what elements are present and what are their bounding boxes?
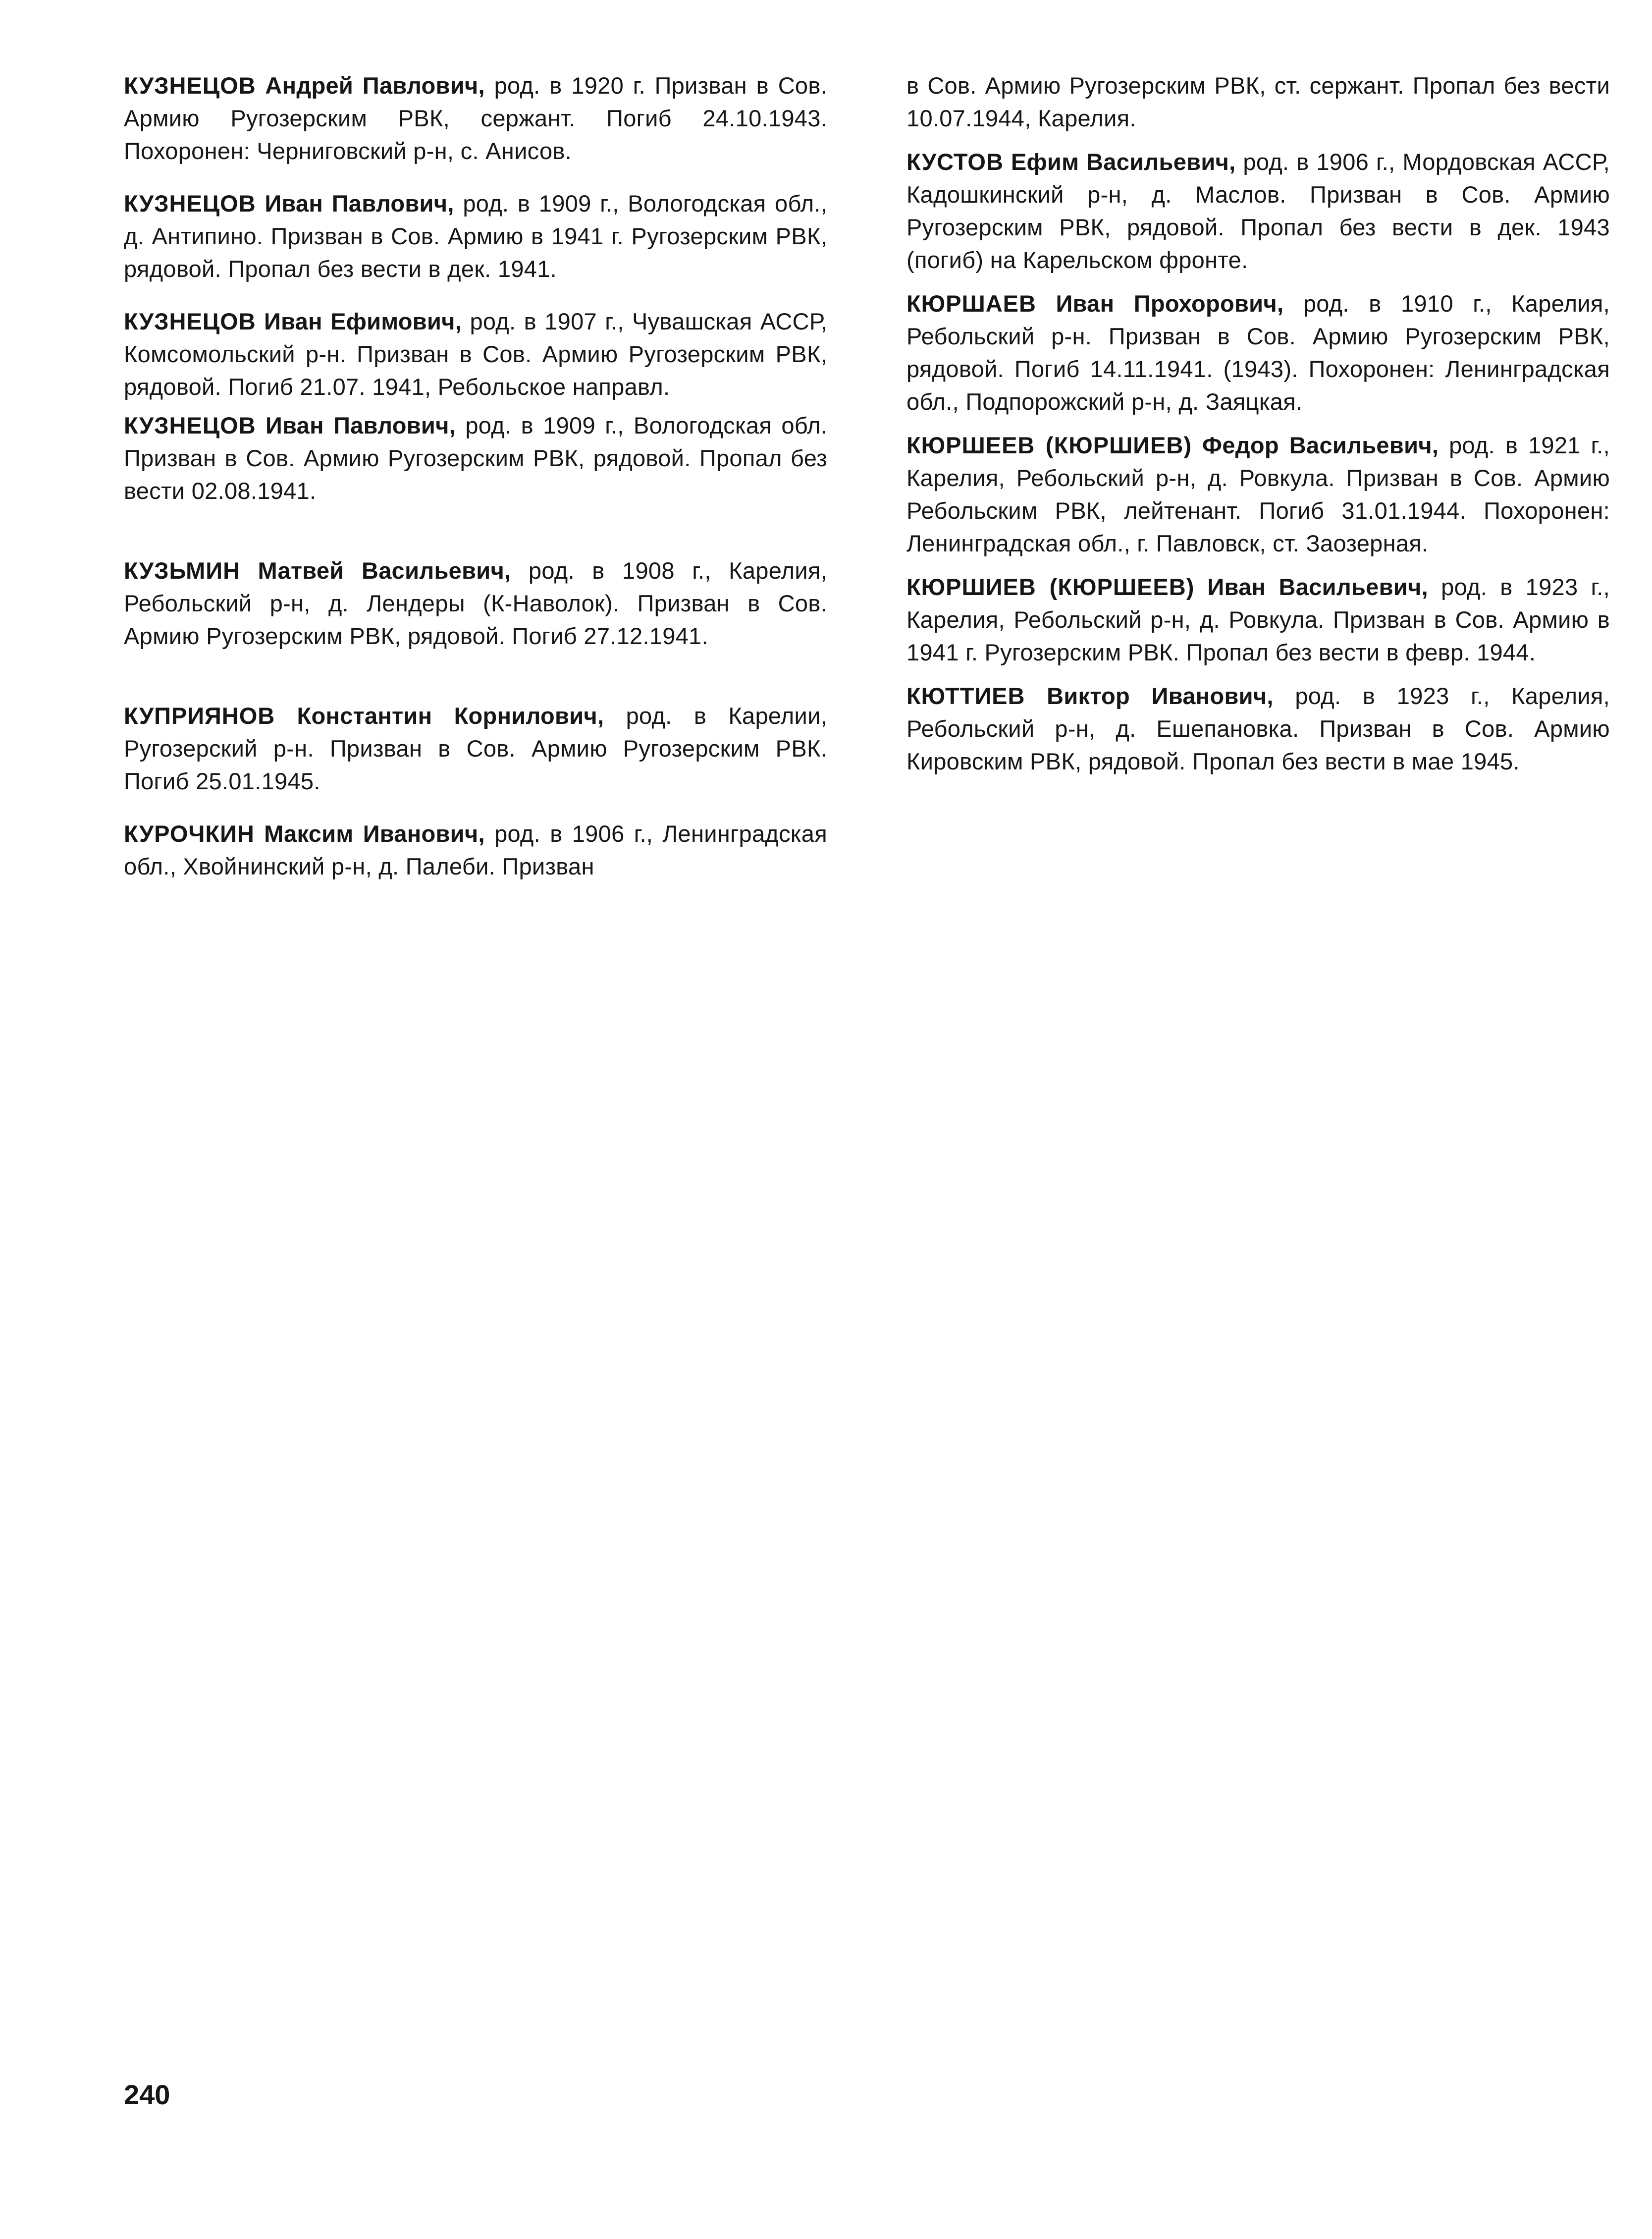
register-entry xyxy=(124,187,827,285)
register-entry xyxy=(906,287,1610,418)
page-number: 240 xyxy=(124,2079,170,2110)
entry-details: род. в 1923 г., Карелия, Ребольский р-н, д. Ешепановка. Призван в Сов. Армию Кировским РВК, рядовой. Пропал без вести в мае 1945. xyxy=(906,683,1610,774)
register-entry xyxy=(906,680,1610,778)
entry-details: род. в 1907 г., Чувашская АССР, Комсомольский р-н. Призван в Сов. Армию Ругозерским РВК, рядовой. Погиб 21.07. 1941, Ребольское направл. xyxy=(124,308,828,400)
right-column xyxy=(906,69,1610,789)
entry-surname: КУЗЬМИН xyxy=(124,557,241,584)
entry-given-name: Иван Васильевич, xyxy=(1207,574,1428,600)
entry-given-name: Константин Корнилович, xyxy=(297,703,604,729)
entry-surname: КУЗНЕЦОВ xyxy=(124,72,256,99)
register-entry xyxy=(906,146,1610,276)
left-column xyxy=(124,69,827,903)
entry-surname: КУСТОВ xyxy=(906,149,1004,175)
register-entry xyxy=(906,571,1610,669)
entry-details: род. в 1920 г. Призван в Сов. Армию Ругозерским РВК, сержант. Погиб 24.10.1943. Похоронен: Черниговский р-н, с. Анисов. xyxy=(124,72,827,164)
entry-given-name: Андрей Павлович, xyxy=(265,72,485,99)
register-entry xyxy=(124,554,827,653)
entry-given-name: Федор Васильевич, xyxy=(1202,432,1439,458)
entry-given-name: Иван Павлович, xyxy=(265,190,454,217)
entry-surname: КЮРШИЕВ (КЮРШЕЕВ) xyxy=(906,574,1195,600)
continued-entry-text: в Сов. Армию Ругозерским РВК, ст. сержант. Пропал без вести 10.07.1944, Карелия. xyxy=(906,72,1610,131)
entry-given-name: Виктор Иванович, xyxy=(1047,683,1274,709)
entry-surname: КЮРШАЕВ xyxy=(906,290,1036,317)
entry-details: род. в 1923 г., Карелия, Ребольский р-н, д. Ровкула. Призван в Сов. Армию в 1941 г. Ругозерским РВК. Пропал без вести в февр. 1944. xyxy=(906,574,1610,665)
entry-surname: КУЗНЕЦОВ xyxy=(124,308,256,334)
register-entry xyxy=(906,429,1610,560)
entry-details: род. в 1910 г., Карелия, Ребольский р-н. Призван в Сов. Армию Ругозерским РВК, рядовой. Погиб 14.11.1941. (1943). Похоронен: Ленинградская обл., Подпорожский р-н, д. Заяцкая. xyxy=(906,290,1610,415)
entry-surname: КУПРИЯНОВ xyxy=(124,703,275,729)
entry-surname: КЮРШЕЕВ (КЮРШИЕВ) xyxy=(906,432,1192,458)
register-entry xyxy=(124,818,827,883)
entry-details: род. в 1908 г., Карелия, Ребольский р-н, д. Лендеры (К-Наволок). Призван в Сов. Армию Ругозерским РВК, рядовой. Погиб 27.12.1941. xyxy=(124,557,828,649)
entry-given-name: Ефим Васильевич, xyxy=(1011,149,1236,175)
entry-given-name: Иван Павлович, xyxy=(265,412,456,438)
entry-details: род. в 1909 г., Вологодская обл. Призван в Сов. Армию Ругозерским РВК, рядовой. Пропал без вести 02.08.1941. xyxy=(124,412,828,504)
register-entry xyxy=(124,69,827,167)
register-entry xyxy=(124,700,827,798)
register-entry xyxy=(124,409,827,507)
entry-surname: КЮТТИЕВ xyxy=(906,683,1025,709)
register-entry xyxy=(124,305,827,403)
entry-surname: КУЗНЕЦОВ xyxy=(124,412,256,438)
entry-details: род. в Карелии, Ругозерский р-н. Призван в Сов. Армию Ругозерским РВК. Погиб 25.01.1945. xyxy=(124,703,827,794)
entry-given-name: Максим Иванович, xyxy=(264,820,485,847)
entry-given-name: Иван Прохорович, xyxy=(1056,290,1284,317)
entry-given-name: Матвей Васильевич, xyxy=(258,557,511,584)
entry-details: род. в 1921 г., Карелия, Ребольский р-н, д. Ровкула. Призван в Сов. Армию Ребольским РВК, лейтенант. Погиб 31.01.1944. Похоронен: Ленинградская обл., г. Павловск, ст. Заозерная. xyxy=(906,432,1610,556)
entry-details: род. в 1906 г., Мордовская АССР, Кадошкинский р-н, д. Маслов. Призван в Сов. Армию Ругозерским РВК, рядовой. Пропал без вести в дек. 1943 (погиб) на Карельском фронте. xyxy=(906,149,1610,273)
entry-given-name: Иван Ефимович, xyxy=(264,308,462,334)
entry-surname: КУРОЧКИН xyxy=(124,820,255,847)
entry-details: род. в 1909 г., Вологодская обл., д. Антипино. Призван в Сов. Армию в 1941 г. Ругозерским РВК, рядовой. Пропал без вести в дек. 1941. xyxy=(124,190,828,282)
entry-details: род. в 1906 г., Ленинградская обл., Хвойнинский р-н, д. Палеби. Призван xyxy=(124,820,827,879)
entry-surname: КУЗНЕЦОВ xyxy=(124,190,256,217)
